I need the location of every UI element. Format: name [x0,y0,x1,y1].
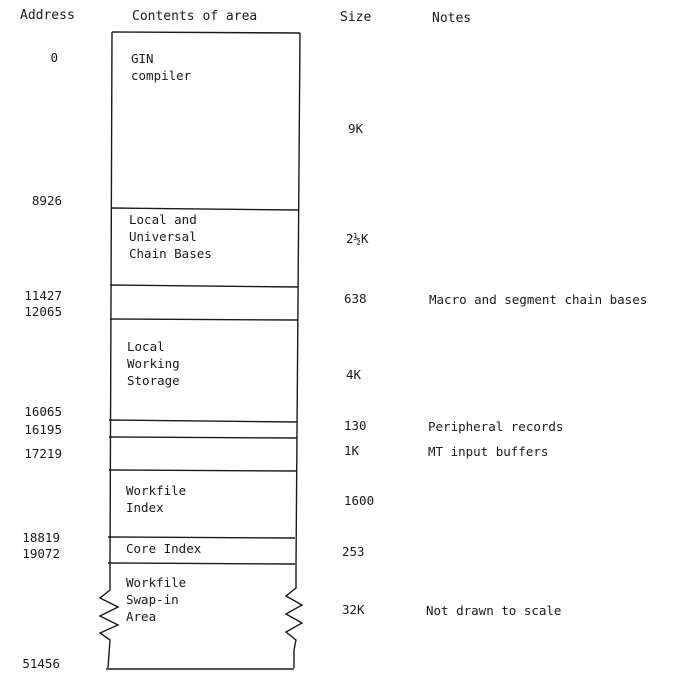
block-note: Not drawn to scale [426,603,562,618]
address-label: 18819 [22,530,60,545]
map-right-edge [296,33,300,566]
address-label: 19072 [22,546,60,561]
block-size: 9K [348,121,364,136]
block-size: 1K [344,443,360,458]
address-label: 51456 [22,656,60,671]
block-boundary [110,319,298,320]
address-label: 11427 [24,288,62,303]
block-contents: Local Working Storage [127,339,180,388]
block-size: 638 [344,291,367,306]
address-label: 0 [50,50,58,65]
address-label: 16065 [24,404,62,419]
block-contents: Workfile Swap-in Area [126,575,187,624]
break-zigzag-left [100,566,118,668]
block-contents: GIN compiler [131,51,192,83]
header-size: Size [340,10,372,25]
block-boundary [111,208,299,210]
block-boundary [112,32,300,33]
block-size: 1600 [344,493,375,508]
map-left-edge [110,32,112,566]
block-size: 4K [346,367,362,382]
break-zigzag-right [286,566,302,650]
block-note: Macro and segment chain bases [429,292,648,307]
block-boundary [108,537,295,538]
address-label: 16195 [24,422,62,437]
address-label: 17219 [24,446,62,461]
address-label: 8926 [31,193,62,208]
block-note: Peripheral records [428,419,564,434]
block-boundary [109,420,297,422]
block-note: MT input buffers [428,444,549,459]
block-contents: Workfile Index [126,483,187,515]
block-size: 2½K [346,231,369,246]
block-boundary [109,437,297,438]
block-boundary [109,470,296,471]
block-size: 253 [342,544,365,559]
header-address: Address [20,8,75,23]
block-boundary [110,285,298,287]
header-notes: Notes [432,11,472,26]
address-label: 12065 [24,304,62,319]
block-size: 32K [342,602,365,617]
block-contents: Core Index [126,541,202,556]
header-contents: Contents of area [132,9,258,24]
block-boundary [108,563,295,564]
block-contents: Local and Universal Chain Bases [129,212,212,261]
block-size: 130 [344,418,367,433]
